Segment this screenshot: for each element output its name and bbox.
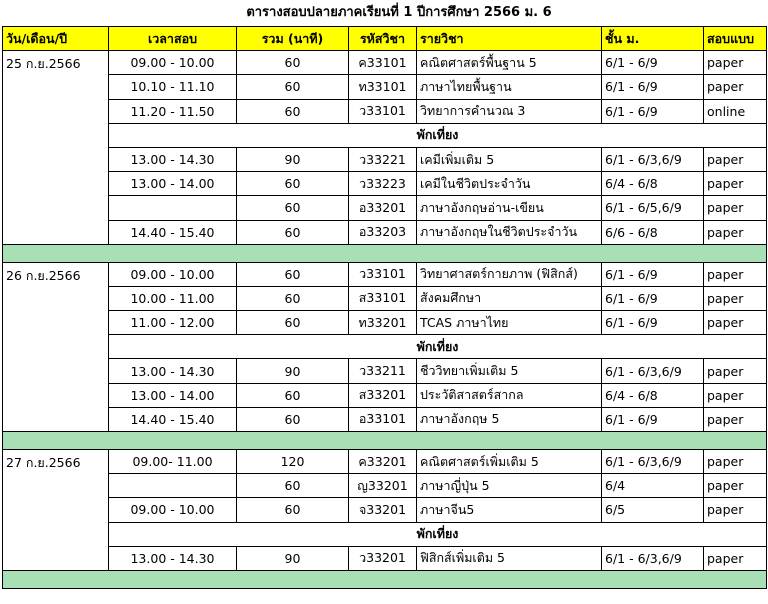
mode-cell: paper (704, 196, 767, 220)
header-row (3, 27, 767, 51)
time-cell: 11.00 - 12.00 (109, 311, 237, 335)
exam-row (3, 450, 767, 474)
exam-row (3, 196, 767, 220)
time-cell: 14.40 - 15.40 (109, 407, 237, 431)
time-cell: 13.00 - 14.00 (109, 172, 237, 196)
exam-row (3, 172, 767, 196)
code-cell: ส33201 (349, 383, 417, 407)
time-cell: 09.00 - 10.00 (109, 262, 237, 286)
subject-cell: ประวัติสาสตร์สากล (417, 383, 602, 407)
total-cell: 120 (237, 450, 349, 474)
header-level: ชั้น ม. (602, 27, 704, 51)
exam-row (3, 311, 767, 335)
mode-cell: paper (704, 311, 767, 335)
exam-row (3, 286, 767, 310)
time-cell: 09.00- 11.00 (109, 450, 237, 474)
code-cell: ค33101 (349, 51, 417, 75)
total-cell: 90 (237, 359, 349, 383)
total-cell: 60 (237, 220, 349, 244)
day-separator-row (3, 244, 767, 262)
subject-cell: เคมีในชีวิตประจำวัน (417, 172, 602, 196)
mode-cell: paper (704, 498, 767, 522)
total-cell: 60 (237, 262, 349, 286)
exam-row (3, 147, 767, 171)
time-cell: 13.00 - 14.30 (109, 147, 237, 171)
header-time: เวลาสอบ (109, 27, 237, 51)
day-separator (3, 244, 767, 262)
level-cell: 6/6 - 6/8 (602, 220, 704, 244)
total-cell: 60 (237, 383, 349, 407)
code-cell: ว33221 (349, 147, 417, 171)
header-total: รวม (นาที) (237, 27, 349, 51)
exam-row (3, 498, 767, 522)
code-cell: จ33201 (349, 498, 417, 522)
mode-cell: paper (704, 383, 767, 407)
time-cell: 09.00 - 10.00 (109, 51, 237, 75)
exam-row (3, 546, 767, 570)
day-separator (3, 570, 767, 588)
exam-row (3, 75, 767, 99)
level-cell: 6/1 - 6/9 (602, 75, 704, 99)
code-cell: ค33201 (349, 450, 417, 474)
subject-cell: วิทยาการคำนวณ 3 (417, 99, 602, 123)
subject-cell: ภาษาอังกฤษในชีวิตประจำวัน (417, 220, 602, 244)
header-code: รหัสวิชา (349, 27, 417, 51)
exam-row (3, 220, 767, 244)
level-cell: 6/4 - 6/8 (602, 172, 704, 196)
exam-row (3, 474, 767, 498)
exam-row (3, 407, 767, 431)
subject-cell: ภาษาอังกฤษอ่าน-เขียน (417, 196, 602, 220)
subject-cell: เคมีเพิ่มเติม 5 (417, 147, 602, 171)
time-cell: 13.00 - 14.30 (109, 359, 237, 383)
level-cell: 6/1 - 6/3,6/9 (602, 546, 704, 570)
mode-cell: paper (704, 51, 767, 75)
time-cell: 11.20 - 11.50 (109, 99, 237, 123)
subject-cell: ภาษาญี่ปุ่น 5 (417, 474, 602, 498)
header-date: วัน/เดือน/ปี (3, 27, 109, 51)
time-cell: 10.10 - 11.10 (109, 75, 237, 99)
mode-cell: paper (704, 172, 767, 196)
total-cell: 60 (237, 51, 349, 75)
mode-cell: paper (704, 147, 767, 171)
level-cell: 6/1 - 6/9 (602, 262, 704, 286)
subject-cell: วิทยาศาสตร์กายภาพ (ฟิสิกส์) (417, 262, 602, 286)
total-cell: 90 (237, 546, 349, 570)
mode-cell: paper (704, 220, 767, 244)
code-cell: ท33101 (349, 75, 417, 99)
time-cell: 13.00 - 14.30 (109, 546, 237, 570)
time-cell: 10.00 - 11.00 (109, 286, 237, 310)
mode-cell: paper (704, 546, 767, 570)
level-cell: 6/1 - 6/9 (602, 286, 704, 310)
code-cell: อ33101 (349, 407, 417, 431)
lunch-row (3, 335, 767, 359)
level-cell: 6/1 - 6/3,6/9 (602, 147, 704, 171)
header-subject: รายวิชา (417, 27, 602, 51)
subject-cell: ฟิสิกส์เพิ่มเติม 5 (417, 546, 602, 570)
exam-row (3, 262, 767, 286)
day-separator (3, 432, 767, 450)
lunch-break-label: พักเที่ยง (109, 522, 767, 546)
code-cell: อ33203 (349, 220, 417, 244)
mode-cell: paper (704, 286, 767, 310)
lunch-row (3, 123, 767, 147)
lunch-break-label: พักเที่ยง (109, 335, 767, 359)
page-title: ตารางสอบปลายภาคเรียนที่ 1 ปีการศึกษา 2566 ม. 6 (246, 5, 552, 20)
subject-cell: ภาษาจีน5 (417, 498, 602, 522)
total-cell: 60 (237, 311, 349, 335)
time-cell: 14.40 - 15.40 (109, 220, 237, 244)
mode-cell: paper (704, 474, 767, 498)
level-cell: 6/1 - 6/3,6/9 (602, 359, 704, 383)
mode-cell: paper (704, 407, 767, 431)
total-cell: 60 (237, 196, 349, 220)
date-cell: 26 ก.ย.2566 (3, 262, 109, 431)
mode-cell: paper (704, 450, 767, 474)
total-cell: 60 (237, 474, 349, 498)
total-cell: 60 (237, 99, 349, 123)
code-cell: ว33101 (349, 262, 417, 286)
level-cell: 6/4 (602, 474, 704, 498)
level-cell: 6/1 - 6/5,6/9 (602, 196, 704, 220)
mode-cell: paper (704, 359, 767, 383)
subject-cell: คณิตศาสตร์พื้นฐาน 5 (417, 51, 602, 75)
total-cell: 60 (237, 286, 349, 310)
time-cell: 09.00 - 10.00 (109, 498, 237, 522)
mode-cell: online (704, 99, 767, 123)
exam-schedule-table (2, 26, 767, 589)
code-cell: ญ33201 (349, 474, 417, 498)
level-cell: 6/4 - 6/8 (602, 383, 704, 407)
code-cell: ว33223 (349, 172, 417, 196)
lunch-row (3, 522, 767, 546)
total-cell: 60 (237, 172, 349, 196)
mode-cell: paper (704, 262, 767, 286)
subject-cell: ชีววิทยาเพิ่มเติม 5 (417, 359, 602, 383)
exam-row (3, 51, 767, 75)
code-cell: ว33211 (349, 359, 417, 383)
lunch-break-label: พักเที่ยง (109, 123, 767, 147)
total-cell: 60 (237, 75, 349, 99)
subject-cell: TCAS ภาษาไทย (417, 311, 602, 335)
day-separator-row (3, 432, 767, 450)
time-cell: 13.00 - 14.00 (109, 383, 237, 407)
exam-row (3, 99, 767, 123)
date-cell: 27 ก.ย.2566 (3, 450, 109, 571)
code-cell: อ33201 (349, 196, 417, 220)
code-cell: ท33201 (349, 311, 417, 335)
subject-cell: สังคมศึกษา (417, 286, 602, 310)
level-cell: 6/5 (602, 498, 704, 522)
subject-cell: ภาษาอังกฤษ 5 (417, 407, 602, 431)
total-cell: 90 (237, 147, 349, 171)
total-cell: 60 (237, 498, 349, 522)
level-cell: 6/1 - 6/9 (602, 51, 704, 75)
exam-row (3, 383, 767, 407)
exam-row (3, 359, 767, 383)
date-cell: 25 ก.ย.2566 (3, 51, 109, 245)
code-cell: ว33201 (349, 546, 417, 570)
code-cell: ส33101 (349, 286, 417, 310)
level-cell: 6/1 - 6/9 (602, 311, 704, 335)
total-cell: 60 (237, 407, 349, 431)
level-cell: 6/1 - 6/9 (602, 407, 704, 431)
day-separator-row (3, 570, 767, 588)
time-cell (109, 474, 237, 498)
level-cell: 6/1 - 6/3,6/9 (602, 450, 704, 474)
level-cell: 6/1 - 6/9 (602, 99, 704, 123)
mode-cell: paper (704, 75, 767, 99)
time-cell (109, 196, 237, 220)
code-cell: ว33101 (349, 99, 417, 123)
subject-cell: คณิตศาสตร์เพิ่มเติม 5 (417, 450, 602, 474)
header-mode: สอบแบบ (704, 27, 767, 51)
subject-cell: ภาษาไทยพื้นฐาน (417, 75, 602, 99)
